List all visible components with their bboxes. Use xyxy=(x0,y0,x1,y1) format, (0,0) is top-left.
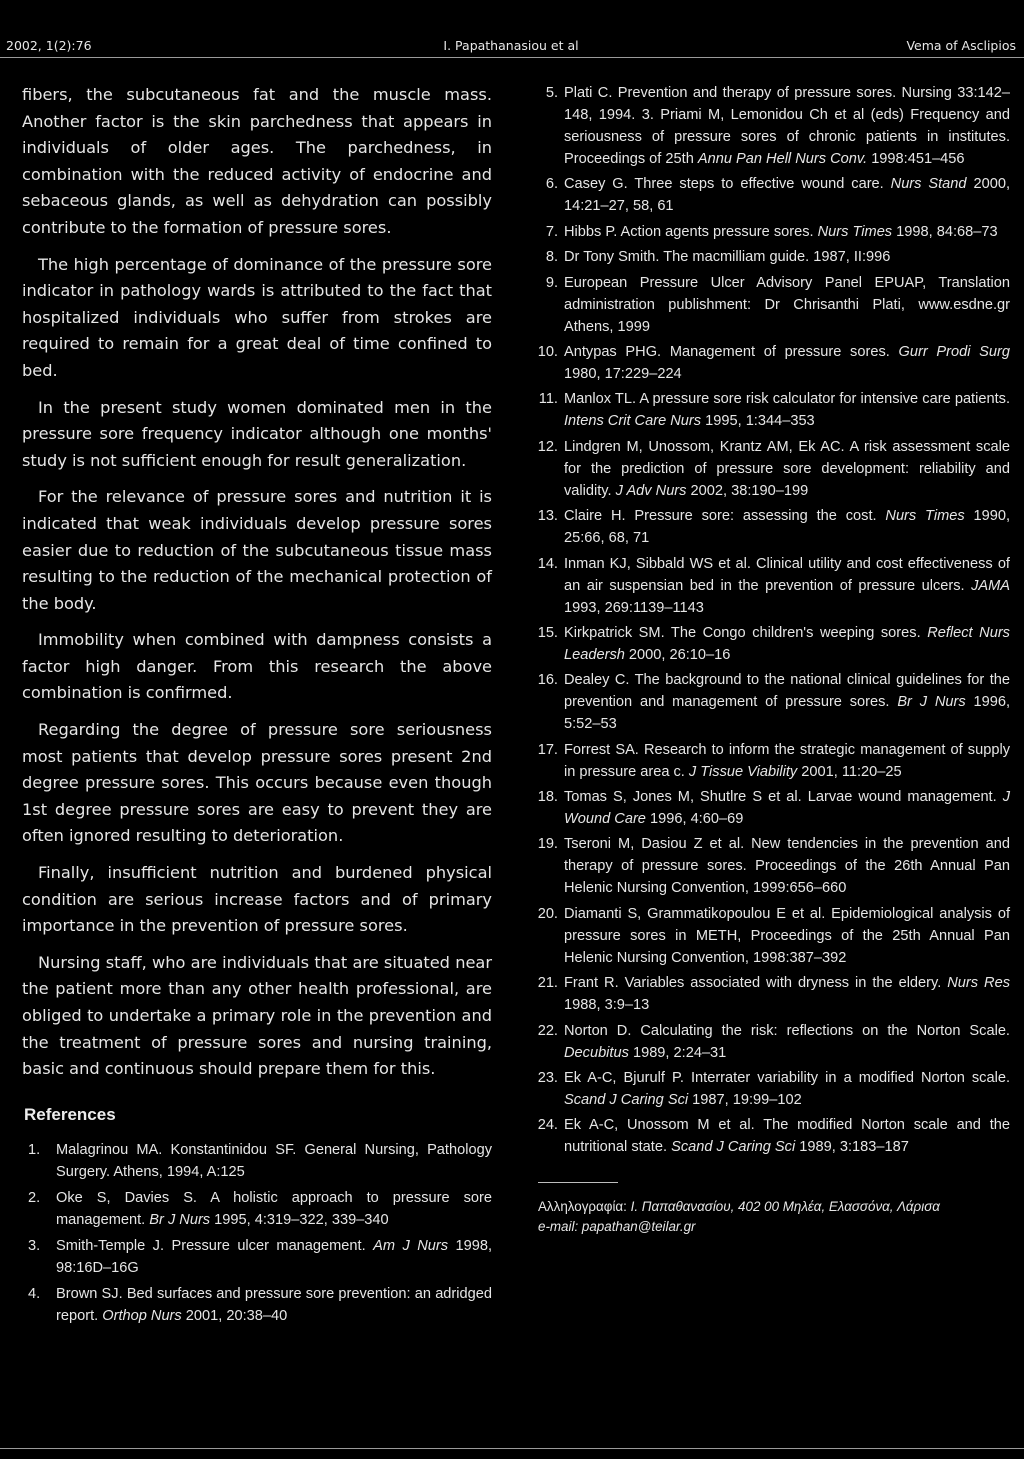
reference-item xyxy=(22,1283,492,1327)
reference-text: Dealey C. The background to the national clinical guidelines for the prevention and management of pressure sores. xyxy=(564,672,1010,711)
reference-text: Tseroni M, Dasiou Z et al. New tendencies in the prevention and therapy of pressure sores. Proceedings of the 26th Annual Pan Helenic Nursing Convention, 1999:656–660 xyxy=(564,836,1010,897)
reference-number: 7. xyxy=(545,223,558,240)
reference-number: 11. xyxy=(538,391,558,408)
footer-rule xyxy=(0,1448,1024,1449)
correspondence-rule xyxy=(538,1182,618,1183)
reference-journal: Nurs Times xyxy=(885,508,965,525)
header-rule xyxy=(0,57,1024,58)
reference-number: 5. xyxy=(545,85,558,101)
body-paragraph: The high percentage of dominance of the pressure sore indicator in pathology wards is attributed to the fact that hospitalized individuals who suffer from strokes are required to remain for a great deal of time confined to bed. xyxy=(22,254,492,380)
reference-text: Ek A-C, Unossom M et al. The modified Norton scale and the nutritional state. xyxy=(564,1117,1010,1156)
reference-item xyxy=(22,1235,492,1279)
reference-number: 24. xyxy=(537,1117,558,1134)
reference-text: Forrest SA. Research to inform the strategic management of supply in pressure area c. xyxy=(564,741,1010,780)
running-header xyxy=(6,38,1016,54)
issue-citation: 2002, 1(2):76 xyxy=(6,38,92,53)
reference-text: Oke S, Davies S. A holistic approach to pressure sore management. xyxy=(56,1189,492,1228)
reference-number: 21. xyxy=(537,975,558,992)
reference-item xyxy=(528,622,1010,666)
reference-volume: 1989, 2:24–31 xyxy=(628,1044,727,1061)
reference-number: 20. xyxy=(537,905,558,922)
body-paragraph: Immobility when combined with dampness consists a factor high danger. From this research the above combination is confirmed. xyxy=(22,630,492,703)
reference-volume: 1998, 84:68–73 xyxy=(892,223,998,240)
reference-journal: Nurs Res xyxy=(947,975,1010,992)
body-paragraph: Regarding the degree of pressure sore seriousness most patients that develop pressure sores present 2nd degree pressure sores. This occurs because even though 1st degree pressure sores are easy to prevent they are often ignored resulting to deterioration. xyxy=(22,720,492,846)
reference-text: Casey G. Three steps to effective wound care. xyxy=(564,176,891,193)
reference-item xyxy=(528,1114,1010,1158)
correspondence-block xyxy=(528,1197,1010,1237)
reference-number: 16. xyxy=(537,672,558,689)
reference-list-right xyxy=(528,82,1010,1158)
reference-text: Lindgren M, Unossom, Krantz AM, Ek AC. A risk assessment scale for the prediction of pressure sore development: reliability and validity. xyxy=(564,438,1010,499)
reference-item xyxy=(22,1139,492,1183)
body-paragraph: For the relevance of pressure sores and nutrition it is indicated that weak individuals develop pressure sores easier due to reduction of the subcutaneous tissue mass resulting to the reduction of the mechanical protection of the body. xyxy=(22,487,492,613)
reference-item xyxy=(528,553,1010,619)
reference-number: 14. xyxy=(537,555,558,572)
reference-number: 23. xyxy=(537,1070,558,1087)
reference-text: Claire H. Pressure sore: assessing the cost. xyxy=(564,508,886,525)
reference-volume: 1996, 5:52–53 xyxy=(564,694,1011,733)
right-column xyxy=(528,82,1010,1237)
reference-item xyxy=(528,341,1010,385)
left-column xyxy=(22,82,492,1331)
reference-journal: Nurs Stand xyxy=(890,176,967,193)
reference-number: 17. xyxy=(537,741,558,758)
references-heading: References xyxy=(24,1104,116,1124)
reference-journal: Orthop Nurs xyxy=(102,1307,182,1324)
reference-journal: Br J Nurs xyxy=(149,1211,211,1228)
reference-journal: Intens Crit Care Nurs xyxy=(564,413,702,430)
reference-text: Smith-Temple J. Pressure ulcer management. xyxy=(56,1237,374,1254)
journal-name: Vema of Asclipios xyxy=(906,38,1016,53)
body-paragraph: fibers, the subcutaneous fat and the muscle mass. Another factor is the skin parchedness that appears in individuals of older ages. The parchedness, in combination with the reduced activity of endocrine and sebaceous glands, as well as dehydration can possibly contribute to the formation of pressure sores. xyxy=(22,85,492,237)
reference-number: 18. xyxy=(537,789,558,806)
reference-volume: 1980, 17:229–224 xyxy=(564,365,682,382)
reference-number: 2. xyxy=(28,1189,41,1206)
reference-number: 8. xyxy=(545,249,558,266)
reference-text: Antypas PHG. Management of pressure sores. xyxy=(564,343,899,360)
reference-text: Dr Tony Smith. The macmilliam guide. 1987, II:996 xyxy=(564,249,891,266)
correspondence-email: e-mail: papathan@teilar.gr xyxy=(538,1219,696,1235)
reference-journal: JAMA xyxy=(971,577,1010,594)
reference-number: 10. xyxy=(537,343,558,360)
reference-item xyxy=(528,1067,1010,1111)
reference-text: Brown SJ. Bed surfaces and pressure sore prevention: an adridged report. xyxy=(56,1285,492,1324)
reference-text: Frant R. Variables associated with dryness in the eldery. xyxy=(564,975,948,992)
reference-volume: 1996, 4:60–69 xyxy=(645,811,744,828)
reference-item xyxy=(528,272,1010,338)
reference-text: Diamanti S, Grammatikopoulou E et al. Epidemiological analysis of pressure sores in METH, Proceedings of the 25th Annual Pan Helenic Nursing Convention, 1998:387–392 xyxy=(564,905,1010,966)
reference-journal: Scand J Caring Sci xyxy=(564,1092,689,1109)
reference-number: 19. xyxy=(537,836,558,853)
reference-text: Hibbs P. Action agents pressure sores. xyxy=(564,223,818,240)
reference-journal: Annu Pan Hell Nurs Conv. xyxy=(697,151,868,167)
reference-text: Inman KJ, Sibbald WS et al. Clinical utility and cost effectiveness of an air suspensian bed in the prevention of pressure ulcers. xyxy=(564,555,1010,594)
reference-journal: Am J Nurs xyxy=(373,1237,449,1254)
reference-volume: 1995, 1:344–353 xyxy=(701,413,815,430)
reference-text: Norton D. Calculating the risk: reflections on the Norton Scale. xyxy=(564,1022,1010,1039)
reference-item xyxy=(528,82,1010,170)
reference-volume: 2001, 20:38–40 xyxy=(181,1307,288,1324)
reference-item xyxy=(22,1187,492,1231)
reference-volume: 1989, 3:183–187 xyxy=(795,1139,909,1156)
reference-number: 6. xyxy=(545,176,558,193)
reference-item xyxy=(528,246,1010,268)
body-paragraph: Nursing staff, who are individuals that are situated near the patient more than any other health professional, are obliged to undertake a primary role in the prevention and the treatment of pressure sores and nursing training, basic and continuous should prepare them for this. xyxy=(22,952,492,1079)
reference-volume: 1995, 4:319–322, 339–340 xyxy=(210,1211,389,1228)
reference-volume: 1987, 19:99–102 xyxy=(688,1092,802,1109)
reference-text: Plati C. Prevention and therapy of pressure sores. Nursing 33:142–148, 1994. 3. Priami M, Lemonidou Ch et al (eds) Frequency and seriousness of pressure sores of chronic patients in institutes. Proceedings of 25th xyxy=(564,85,1010,167)
reference-journal: J Wound Care xyxy=(564,789,1010,828)
reference-journal: Gurr Prodi Surg xyxy=(898,343,1010,360)
reference-volume: 1988, 3:9–13 xyxy=(564,997,650,1014)
reference-volume: 2001, 11:20–25 xyxy=(797,763,902,780)
reference-number: 1. xyxy=(28,1141,41,1158)
reference-item xyxy=(528,739,1010,783)
reference-item xyxy=(528,903,1010,969)
reference-text: Manlox TL. A pressure sore risk calculator for intensive care patients. xyxy=(564,391,1010,408)
reference-list-left xyxy=(22,1139,492,1327)
reference-item xyxy=(528,833,1010,899)
correspondence-label: Αλληλογραφία: xyxy=(538,1199,631,1215)
reference-text: Malagrinou MA. Konstantinidou SF. General Nursing, Pathology Surgery. Athens, 1994, A:125 xyxy=(56,1141,492,1180)
reference-volume: 1998, 98:16D–16G xyxy=(56,1237,493,1276)
reference-item xyxy=(528,669,1010,735)
reference-item xyxy=(528,388,1010,432)
reference-item xyxy=(528,1020,1010,1064)
reference-volume: 2000, 14:21–27, 58, 61 xyxy=(564,176,1010,215)
article-authors: I. Papathanasiou et al xyxy=(443,38,579,53)
reference-text: Tomas S, Jones M, Shutlre S et al. Larvae wound management. xyxy=(564,789,1003,806)
reference-text: Ek A-C, Bjurulf P. Interrater variability in a modified Norton scale. xyxy=(564,1070,1010,1087)
reference-number: 4. xyxy=(28,1285,41,1302)
body-paragraph: Finally, insufficient nutrition and burdened physical condition are serious increase factors and of primary importance in the prevention of pressure sores. xyxy=(22,863,492,936)
reference-journal: Decubitus xyxy=(564,1044,629,1061)
correspondence-address: Ι. Παπαθανασίου, 402 00 Μηλέα, Ελασσόνα, Λάρισα xyxy=(630,1199,940,1215)
reference-journal: Reflect Nurs Leadersh xyxy=(564,624,1010,663)
reference-text: Kirkpatrick SM. The Congo children's weeping sores. xyxy=(564,624,928,641)
reference-number: 12. xyxy=(537,438,558,455)
reference-journal: J Tissue Viability xyxy=(688,763,798,780)
reference-volume: 1990, 25:66, 68, 71 xyxy=(564,508,1011,547)
reference-journal: J Adv Nurs xyxy=(615,482,687,499)
reference-item xyxy=(528,972,1010,1016)
reference-text: European Pressure Ulcer Advisory Panel EPUAP, Translation administration publishment: Dr Chrisanthi Plati, www.esdne.gr Athens, 1999 xyxy=(564,274,1010,335)
reference-volume: 1998:451–456 xyxy=(867,151,965,167)
body-paragraph: In the present study women dominated men in the pressure sore frequency indicator although one months' study is not sufficient enough for result generalization. xyxy=(22,397,492,470)
reference-item xyxy=(528,221,1010,243)
reference-item xyxy=(528,786,1010,830)
reference-item xyxy=(528,436,1010,502)
reference-item xyxy=(528,505,1010,549)
reference-journal: Nurs Times xyxy=(817,223,893,240)
reference-number: 15. xyxy=(537,624,558,641)
reference-volume: 1993, 269:1139–1143 xyxy=(564,599,704,616)
reference-number: 3. xyxy=(28,1237,41,1254)
reference-number: 9. xyxy=(545,274,558,291)
reference-journal: Scand J Caring Sci xyxy=(671,1139,796,1156)
reference-journal: Br J Nurs xyxy=(897,694,966,711)
reference-volume: 2000, 26:10–16 xyxy=(624,646,731,663)
reference-item xyxy=(528,173,1010,217)
reference-number: 13. xyxy=(537,508,558,525)
reference-volume: 2002, 38:190–199 xyxy=(686,482,809,499)
reference-number: 22. xyxy=(537,1022,558,1039)
